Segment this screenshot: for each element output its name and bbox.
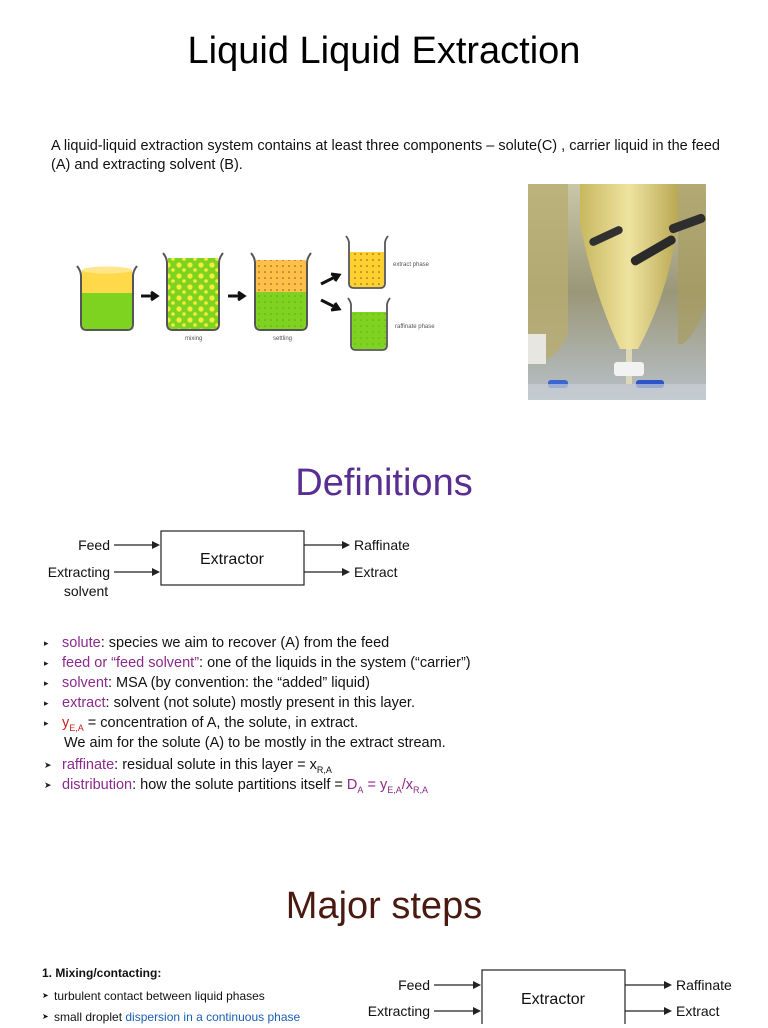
extracting-label: Extracting <box>367 1003 430 1019</box>
list-item: ➤ small droplet dispersion in a continuous phase <box>42 1007 300 1028</box>
settling-label: settling <box>273 336 293 342</box>
extracting-label: Extracting <box>47 564 110 580</box>
extract-label: Extract <box>676 1003 720 1019</box>
bullet-icon: ▸ <box>44 718 49 728</box>
arrow-icon <box>152 568 160 576</box>
slide-title-definitions: Definitions <box>295 462 473 504</box>
beaker-initial <box>77 266 137 330</box>
list-item: ➤ raffinate: residual solute in this layer = $x_{R,A}$ <box>44 757 332 775</box>
arrow-icon <box>321 300 339 310</box>
separatory-funnel-photo <box>528 184 706 400</box>
bullet-icon: ➤ <box>44 760 52 770</box>
extractor-label: Extractor <box>199 551 265 568</box>
bullet-icon: ➤ <box>42 991 49 1000</box>
beaker-raffinate-phase <box>348 298 390 350</box>
slide-title-major-steps: Major steps <box>285 885 483 927</box>
feed-label: Feed <box>398 977 430 993</box>
arrow-icon <box>321 274 339 284</box>
list-item: ▸ extract: solvent (not solute) mostly present in this layer. <box>44 695 415 711</box>
list-item: ▸ $y_{E,A}$ = concentration of A, the solute, in extract. <box>44 715 359 733</box>
beaker-settling <box>251 253 311 330</box>
raffinate-phase-label: raffinate phase <box>395 324 435 330</box>
arrow-icon <box>664 1007 672 1015</box>
arrow-icon <box>152 541 160 549</box>
list-item: ➤ distribution: how the solute partitions itself = $D_A = y_{E,A}/x_{R,A}$ <box>44 777 429 795</box>
beaker-mixing <box>163 253 223 330</box>
arrow-icon <box>342 568 350 576</box>
list-item: We aim for the solute (A) to be mostly in the extract stream. <box>64 735 446 751</box>
list-item: ▸ solute: species we aim to recover (A) from the feed <box>44 635 390 651</box>
beaker-process-diagram <box>65 228 450 358</box>
bullet-icon: ▸ <box>44 658 49 668</box>
arrow-icon <box>664 981 672 989</box>
bullet-icon: ▸ <box>44 638 49 648</box>
arrow-icon <box>473 981 481 989</box>
step1-list <box>42 986 300 1028</box>
bullet-icon: ➤ <box>44 780 52 790</box>
raffinate-label: Raffinate <box>676 977 732 993</box>
arrow-icon <box>342 541 350 549</box>
beaker-extract-phase <box>346 236 388 288</box>
arrow-icon <box>228 292 244 300</box>
feed-label: Feed <box>78 537 110 553</box>
extract-label: Extract <box>354 564 398 580</box>
slide-title-lle: Liquid Liquid Extraction <box>187 30 581 72</box>
list-item: ▸ solvent: MSA (by convention: the “added” liquid) <box>44 675 370 691</box>
extractor-flow-diagram-2 <box>360 966 760 1024</box>
raffinate-label: Raffinate <box>354 537 410 553</box>
bullet-icon: ▸ <box>44 678 49 688</box>
extractor-label: Extractor <box>520 991 586 1008</box>
arrow-icon <box>473 1007 481 1015</box>
solvent-label: solvent <box>63 583 109 599</box>
bullet-icon: ▸ <box>44 698 49 708</box>
intro-paragraph: A liquid-liquid extraction system contains at least three components – solute(C) , carrier liquid in the feed (A) and extracting solvent (B). <box>51 138 720 173</box>
list-item: ▸ feed or “feed solvent”: one of the liquids in the system (“carrier”) <box>44 655 471 671</box>
arrow-icon <box>141 292 157 300</box>
extract-phase-label: extract phase <box>393 262 430 268</box>
mixing-label: mixing <box>185 336 203 342</box>
bullet-icon: ➤ <box>42 1012 49 1021</box>
step1-heading: 1. Mixing/contacting: <box>42 966 162 980</box>
extractor-flow-diagram <box>38 528 438 603</box>
definitions-list <box>44 633 744 795</box>
list-item: ➤ turbulent contact between liquid phases <box>42 986 300 1007</box>
